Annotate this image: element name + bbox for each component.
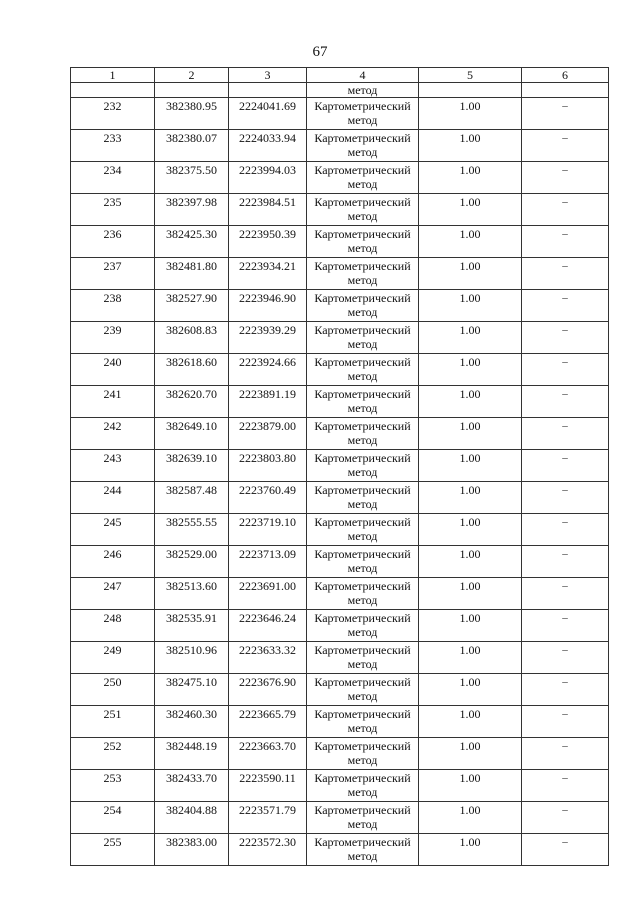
point-number-cell: 236	[71, 226, 155, 258]
y-coordinate-cell: 2223924.66	[229, 354, 307, 386]
method-cell	[307, 834, 419, 866]
note-cell: –	[522, 834, 609, 866]
y-coordinate-cell: 2223713.09	[229, 546, 307, 578]
point-number-cell: 238	[71, 290, 155, 322]
point-number-cell: 243	[71, 450, 155, 482]
point-number-cell: 248	[71, 610, 155, 642]
note-cell: –	[522, 706, 609, 738]
y-coordinate-cell: 2223879.00	[229, 418, 307, 450]
accuracy-cell: 1.00	[419, 354, 522, 386]
method-cell	[307, 450, 419, 482]
x-coordinate-cell: 382375.50	[155, 162, 229, 194]
method-cell	[307, 674, 419, 706]
x-coordinate-cell: 382639.10	[155, 450, 229, 482]
x-coordinate-cell: 382649.10	[155, 418, 229, 450]
method-line-2: метод	[347, 241, 378, 255]
x-coordinate-cell: 382620.70	[155, 386, 229, 418]
x-coordinate-cell: 382529.00	[155, 546, 229, 578]
y-coordinate-cell: 2223950.39	[229, 226, 307, 258]
method-line-1: Картометрический	[314, 291, 411, 305]
method-line-1: Картометрический	[314, 259, 411, 273]
y-coordinate-cell: 2223994.03	[229, 162, 307, 194]
point-number-cell: 244	[71, 482, 155, 514]
x-coordinate-cell: 382380.07	[155, 130, 229, 162]
accuracy-cell: 1.00	[419, 674, 522, 706]
method-line-1: Картометрический	[314, 355, 411, 369]
method-line-2: метод	[347, 721, 378, 735]
table-row	[71, 738, 609, 770]
note-cell: –	[522, 322, 609, 354]
point-number-cell: 242	[71, 418, 155, 450]
point-number-cell: 233	[71, 130, 155, 162]
y-coordinate-cell: 2223946.90	[229, 290, 307, 322]
method-cell	[307, 258, 419, 290]
accuracy-cell: 1.00	[419, 258, 522, 290]
method-line-1: Картометрический	[314, 99, 411, 113]
method-line-1: Картометрический	[314, 771, 411, 785]
y-coordinate-cell: 2223676.90	[229, 674, 307, 706]
y-coordinate-cell: 2223719.10	[229, 514, 307, 546]
accuracy-cell: 1.00	[419, 770, 522, 802]
point-number-cell: 250	[71, 674, 155, 706]
method-cell	[307, 482, 419, 514]
method-cell	[307, 322, 419, 354]
accuracy-cell: 1.00	[419, 706, 522, 738]
note-cell: –	[522, 130, 609, 162]
method-cell	[307, 610, 419, 642]
note-cell: –	[522, 98, 609, 130]
table-row	[71, 98, 609, 130]
note-cell: –	[522, 514, 609, 546]
point-number-cell: 239	[71, 322, 155, 354]
x-coordinate-cell: 382527.90	[155, 290, 229, 322]
accuracy-cell: 1.00	[419, 194, 522, 226]
y-coordinate-cell: 2224033.94	[229, 130, 307, 162]
y-coordinate-cell: 2223984.51	[229, 194, 307, 226]
table-row	[71, 674, 609, 706]
x-coordinate-cell: 382475.10	[155, 674, 229, 706]
method-line-2: метод	[347, 625, 378, 639]
method-line-1: Картометрический	[314, 515, 411, 529]
method-line-1: Картометрический	[314, 803, 411, 817]
note-cell: –	[522, 162, 609, 194]
table-row	[71, 418, 609, 450]
method-line-1: Картометрический	[314, 323, 411, 337]
x-coordinate-cell: 382383.00	[155, 834, 229, 866]
method-cell	[307, 706, 419, 738]
method-line-1: Картометрический	[314, 163, 411, 177]
method-cell	[307, 386, 419, 418]
note-cell: –	[522, 642, 609, 674]
table-row	[71, 162, 609, 194]
method-line-1: Картометрический	[314, 195, 411, 209]
note-cell: –	[522, 354, 609, 386]
note-cell: –	[522, 290, 609, 322]
accuracy-cell: 1.00	[419, 642, 522, 674]
method-line-1: Картометрический	[314, 835, 411, 849]
point-number-cell: 247	[71, 578, 155, 610]
method-line-2: метод	[347, 657, 378, 671]
table-row	[71, 834, 609, 866]
method-line-1: Картометрический	[314, 451, 411, 465]
method-line-2: метод	[347, 561, 378, 575]
method-cell	[307, 578, 419, 610]
accuracy-cell: 1.00	[419, 450, 522, 482]
y-coordinate-cell: 2223891.19	[229, 386, 307, 418]
x-coordinate-cell: 382397.98	[155, 194, 229, 226]
x-coordinate-cell: 382404.88	[155, 802, 229, 834]
y-coordinate-cell: 2223571.79	[229, 802, 307, 834]
method-cell	[307, 98, 419, 130]
method-cell	[307, 770, 419, 802]
method-line-2: метод	[347, 305, 378, 319]
method-line-2: метод	[347, 369, 378, 383]
x-coordinate-cell: 382608.83	[155, 322, 229, 354]
method-cell	[307, 642, 419, 674]
note-cell: –	[522, 546, 609, 578]
method-line-1: Картометрический	[314, 483, 411, 497]
point-number-cell: 252	[71, 738, 155, 770]
y-coordinate-cell: 2224041.69	[229, 98, 307, 130]
table-row	[71, 194, 609, 226]
method-line-2: метод	[347, 113, 378, 127]
method-line-1: Картометрический	[314, 387, 411, 401]
table-row	[71, 514, 609, 546]
y-coordinate-cell: 2223934.21	[229, 258, 307, 290]
point-number-cell: 234	[71, 162, 155, 194]
accuracy-cell: 1.00	[419, 98, 522, 130]
table-row	[71, 258, 609, 290]
table-row	[71, 386, 609, 418]
table-cell	[522, 83, 609, 98]
x-coordinate-cell: 382555.55	[155, 514, 229, 546]
accuracy-cell: 1.00	[419, 514, 522, 546]
method-cell	[307, 354, 419, 386]
accuracy-cell: 1.00	[419, 834, 522, 866]
method-line-1: Картометрический	[314, 643, 411, 657]
method-cell	[307, 226, 419, 258]
method-line-2: метод	[347, 785, 378, 799]
method-line-1: Картометрический	[314, 579, 411, 593]
method-line-2: метод	[347, 753, 378, 767]
y-coordinate-cell: 2223590.11	[229, 770, 307, 802]
y-coordinate-cell: 2223665.79	[229, 706, 307, 738]
table-body	[71, 68, 609, 866]
x-coordinate-cell: 382460.30	[155, 706, 229, 738]
table-cell	[71, 83, 155, 98]
y-coordinate-cell: 2223633.32	[229, 642, 307, 674]
coordinates-table	[70, 67, 609, 866]
accuracy-cell: 1.00	[419, 386, 522, 418]
method-cell	[307, 194, 419, 226]
x-coordinate-cell: 382433.70	[155, 770, 229, 802]
point-number-cell: 241	[71, 386, 155, 418]
method-line-2: метод	[347, 177, 378, 191]
point-number-cell: 232	[71, 98, 155, 130]
point-number-cell: 246	[71, 546, 155, 578]
y-coordinate-cell: 2223691.00	[229, 578, 307, 610]
note-cell: –	[522, 482, 609, 514]
method-line-2: метод	[347, 497, 378, 511]
y-coordinate-cell: 2223646.24	[229, 610, 307, 642]
accuracy-cell: 1.00	[419, 418, 522, 450]
method-line-2: метод	[347, 849, 378, 863]
column-header: 3	[229, 68, 307, 83]
note-cell: –	[522, 770, 609, 802]
y-coordinate-cell: 2223572.30	[229, 834, 307, 866]
x-coordinate-cell: 382618.60	[155, 354, 229, 386]
method-cell	[307, 162, 419, 194]
method-line-1: Картометрический	[314, 227, 411, 241]
table-row	[71, 706, 609, 738]
method-cell	[307, 290, 419, 322]
note-cell: –	[522, 674, 609, 706]
method-line-1: Картометрический	[314, 419, 411, 433]
accuracy-cell: 1.00	[419, 130, 522, 162]
page-number: 67	[312, 44, 328, 60]
x-coordinate-cell: 382448.19	[155, 738, 229, 770]
y-coordinate-cell: 2223803.80	[229, 450, 307, 482]
accuracy-cell: 1.00	[419, 322, 522, 354]
method-line-1: Картометрический	[314, 131, 411, 145]
x-coordinate-cell: 382535.91	[155, 610, 229, 642]
method-cell	[307, 802, 419, 834]
point-number-cell: 245	[71, 514, 155, 546]
column-header: 1	[71, 68, 155, 83]
method-cell	[307, 418, 419, 450]
y-coordinate-cell: 2223939.29	[229, 322, 307, 354]
method-line-2: метод	[347, 337, 378, 351]
note-cell: –	[522, 610, 609, 642]
method-line-1: Картометрический	[314, 707, 411, 721]
point-number-cell: 253	[71, 770, 155, 802]
table-row	[71, 450, 609, 482]
note-cell: –	[522, 738, 609, 770]
column-number-row	[71, 68, 609, 83]
method-line-2: метод	[347, 529, 378, 543]
method-line-2: метод	[347, 689, 378, 703]
accuracy-cell: 1.00	[419, 290, 522, 322]
note-cell: –	[522, 578, 609, 610]
point-number-cell: 235	[71, 194, 155, 226]
method-cell: метод	[307, 83, 419, 98]
method-line-2: метод	[347, 433, 378, 447]
column-header: 4	[307, 68, 419, 83]
accuracy-cell: 1.00	[419, 162, 522, 194]
note-cell: –	[522, 450, 609, 482]
accuracy-cell: 1.00	[419, 578, 522, 610]
table-row	[71, 770, 609, 802]
accuracy-cell: 1.00	[419, 546, 522, 578]
note-cell: –	[522, 418, 609, 450]
method-cell	[307, 738, 419, 770]
method-line-2: метод	[347, 593, 378, 607]
table-cell	[229, 83, 307, 98]
method-line-2: метод	[347, 817, 378, 831]
point-number-cell: 249	[71, 642, 155, 674]
table-row	[71, 802, 609, 834]
accuracy-cell: 1.00	[419, 802, 522, 834]
x-coordinate-cell: 382513.60	[155, 578, 229, 610]
method-line-2: метод	[347, 465, 378, 479]
method-line-1: Картометрический	[314, 547, 411, 561]
table-cell	[419, 83, 522, 98]
table-cell	[155, 83, 229, 98]
column-header: 5	[419, 68, 522, 83]
table-row	[71, 226, 609, 258]
y-coordinate-cell: 2223663.70	[229, 738, 307, 770]
x-coordinate-cell: 382380.95	[155, 98, 229, 130]
y-coordinate-cell: 2223760.49	[229, 482, 307, 514]
method-cell	[307, 514, 419, 546]
method-line-2: метод	[347, 145, 378, 159]
table-row	[71, 482, 609, 514]
accuracy-cell: 1.00	[419, 482, 522, 514]
x-coordinate-cell: 382425.30	[155, 226, 229, 258]
x-coordinate-cell: 382587.48	[155, 482, 229, 514]
point-number-cell: 254	[71, 802, 155, 834]
point-number-cell: 255	[71, 834, 155, 866]
table-row	[71, 642, 609, 674]
method-line-2: метод	[347, 401, 378, 415]
table-row	[71, 322, 609, 354]
table-row	[71, 546, 609, 578]
method-line-1: Картометрический	[314, 739, 411, 753]
method-line-1: Картометрический	[314, 611, 411, 625]
table-row	[71, 290, 609, 322]
accuracy-cell: 1.00	[419, 610, 522, 642]
note-cell: –	[522, 194, 609, 226]
method-cell	[307, 130, 419, 162]
table-row	[71, 130, 609, 162]
note-cell: –	[522, 802, 609, 834]
table-row	[71, 610, 609, 642]
point-number-cell: 237	[71, 258, 155, 290]
x-coordinate-cell: 382510.96	[155, 642, 229, 674]
column-header: 6	[522, 68, 609, 83]
point-number-cell: 251	[71, 706, 155, 738]
accuracy-cell: 1.00	[419, 738, 522, 770]
note-cell: –	[522, 386, 609, 418]
note-cell: –	[522, 226, 609, 258]
method-line-2: метод	[347, 209, 378, 223]
accuracy-cell: 1.00	[419, 226, 522, 258]
table-row	[71, 354, 609, 386]
continuation-row	[71, 83, 609, 98]
method-line-2: метод	[347, 273, 378, 287]
x-coordinate-cell: 382481.80	[155, 258, 229, 290]
point-number-cell: 240	[71, 354, 155, 386]
column-header: 2	[155, 68, 229, 83]
table-row	[71, 578, 609, 610]
method-line-1: Картометрический	[314, 675, 411, 689]
note-cell: –	[522, 258, 609, 290]
method-cell	[307, 546, 419, 578]
